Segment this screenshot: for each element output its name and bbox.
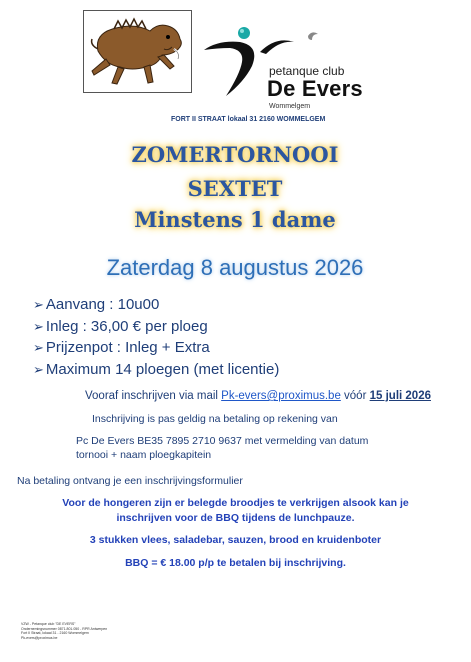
title-tournament: ZOMERTORNOOI [131, 142, 339, 167]
list-item: ➢ Aanvang : 10u00 [33, 296, 160, 313]
boar-mascot-image [83, 10, 192, 93]
email-link[interactable]: Pk-evers@proximus.be [221, 390, 341, 402]
club-town: Wommelgem [269, 103, 311, 110]
event-date: Zaterdag 8 augustus 2026 [106, 255, 364, 280]
info-list [33, 294, 279, 380]
arrow-bullet-icon: ➢ [33, 318, 44, 334]
list-item: ➢ Prijzenpot : Inleg + Extra [33, 339, 210, 356]
registration-deadline: 15 juli 2026 [369, 390, 431, 402]
registration-line: Vooraf inschrijven via mail Pk-evers@proximus.be vóór 15 juli 2026 [85, 390, 431, 402]
arrow-bullet-icon: ➢ [33, 297, 44, 312]
food-info: Voor de hongeren zijn er belegde broodjes te verkrijgen alsook kan je inschrijven voor de BBQ tijdens de lunchpauze. [62, 497, 409, 524]
validity-text: Inschrijving is pas geldig na betaling op rekening van [92, 413, 338, 425]
club-name-small: petanque club [269, 64, 345, 78]
list-item: ➢ Maximum 14 ploegen (met licentie) [33, 360, 280, 378]
after-payment-text: Na betaling ontvang je een inschrijvingsformulier [17, 475, 243, 487]
arrow-bullet-icon: ➢ [33, 361, 44, 377]
club-address: FORT II STRAAT lokaal 31 2160 WOMMELGEM [171, 116, 326, 123]
title-format: SEXTET [187, 176, 283, 201]
bbq-items: 3 stukken vlees, saladebar, sauzen, brood en kruidenboter [89, 534, 382, 546]
footer-legal: VZW - Petanque club "DE EVERS" Ondernemingsnummer 0871.801.050 - RPR Antwerpen Fort II Straat, lokaal 31 - 2160 Wommelgem Pk-evers@proximus.be [21, 622, 108, 640]
bbq-price: BBQ = € 18.00 p/p te betalen bij inschrijving. [125, 557, 346, 569]
title-requirement: Minstens 1 dame [134, 207, 336, 232]
arrow-bullet-icon: ➢ [33, 340, 44, 355]
list-item: ➢ Inleg : 36,00 € per ploeg [33, 317, 208, 335]
bank-details: Pc De Evers BE35 7895 2710 9637 met vermelding van datum tornooi + naam ploegkapitein [76, 435, 369, 461]
club-name-large: De Evers [267, 76, 363, 101]
